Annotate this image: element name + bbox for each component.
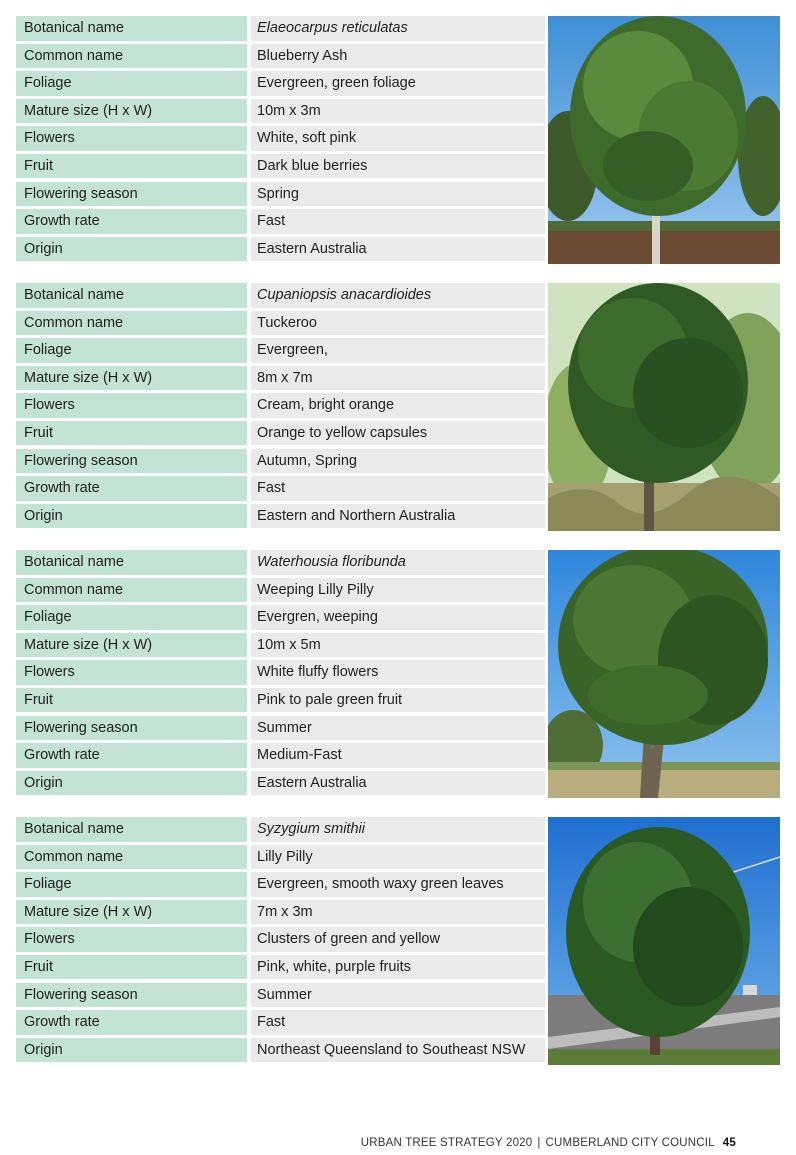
table-row [16, 16, 546, 41]
row-value: Spring [251, 182, 545, 207]
table-row [16, 504, 546, 529]
row-value: Elaeocarpus reticulatas [251, 16, 545, 41]
attribute-table [16, 550, 546, 798]
row-value: White fluffy flowers [251, 660, 545, 685]
row-value: Eastern and Northern Australia [251, 504, 545, 529]
row-label: Flowers [16, 927, 247, 952]
lilly-pilly-tree-photo [548, 817, 780, 1065]
row-label: Flowers [16, 393, 247, 418]
row-label: Flowers [16, 660, 247, 685]
row-label: Flowering season [16, 182, 247, 207]
row-value: Pink to pale green fruit [251, 688, 545, 713]
table-row [16, 476, 546, 501]
row-value: Cream, bright orange [251, 393, 545, 418]
row-label: Botanical name [16, 283, 247, 308]
table-row [16, 771, 546, 796]
table-row [16, 1010, 546, 1035]
row-label: Botanical name [16, 16, 247, 41]
row-value: Tuckeroo [251, 311, 545, 336]
table-row [16, 1038, 546, 1063]
row-value: 10m x 5m [251, 633, 545, 658]
row-label: Fruit [16, 688, 247, 713]
row-label: Fruit [16, 154, 247, 179]
row-label: Fruit [16, 955, 247, 980]
row-value: Lilly Pilly [251, 845, 545, 870]
row-label: Origin [16, 504, 247, 529]
table-row [16, 983, 546, 1008]
table-row [16, 845, 546, 870]
table-row [16, 338, 546, 363]
table-row [16, 71, 546, 96]
attribute-table [16, 16, 546, 264]
row-value: Syzygium smithii [251, 817, 545, 842]
row-value: Fast [251, 1010, 545, 1035]
table-row [16, 817, 546, 842]
row-value: Dark blue berries [251, 154, 545, 179]
attribute-table [16, 283, 546, 531]
row-label: Mature size (H x W) [16, 99, 247, 124]
row-value: Pink, white, purple fruits [251, 955, 545, 980]
table-row [16, 633, 546, 658]
table-row [16, 154, 546, 179]
table-row [16, 237, 546, 262]
table-row [16, 209, 546, 234]
table-row [16, 743, 546, 768]
table-row [16, 900, 546, 925]
tuckeroo-tree-photo [548, 283, 780, 531]
row-label: Foliage [16, 605, 247, 630]
table-row [16, 578, 546, 603]
table-row [16, 44, 546, 69]
row-label: Growth rate [16, 743, 247, 768]
tree-block-2 [16, 283, 780, 531]
table-row [16, 955, 546, 980]
row-value: Eastern Australia [251, 237, 545, 262]
row-label: Flowering season [16, 716, 247, 741]
row-label: Mature size (H x W) [16, 633, 247, 658]
table-row [16, 927, 546, 952]
weeping-lilly-pilly-tree-photo [548, 550, 780, 798]
row-label: Growth rate [16, 209, 247, 234]
page-number: 45 [722, 1137, 736, 1149]
row-label: Common name [16, 44, 247, 69]
tree-block-3 [16, 550, 780, 798]
footer-document-title: URBAN TREE STRATEGY 2020 [360, 1137, 533, 1149]
row-value: 8m x 7m [251, 366, 545, 391]
table-row [16, 182, 546, 207]
footer-organisation: CUMBERLAND CITY COUNCIL [545, 1137, 715, 1149]
row-label: Common name [16, 845, 247, 870]
row-value: Fast [251, 209, 545, 234]
tree-block-1 [16, 16, 780, 264]
row-value: Autumn, Spring [251, 449, 545, 474]
row-label: Growth rate [16, 1010, 247, 1035]
row-label: Mature size (H x W) [16, 366, 247, 391]
table-row [16, 660, 546, 685]
table-row [16, 550, 546, 575]
row-value: 7m x 3m [251, 900, 545, 925]
row-label: Botanical name [16, 817, 247, 842]
row-label: Flowers [16, 126, 247, 151]
row-value: Northeast Queensland to Southeast NSW [251, 1038, 545, 1063]
table-row [16, 126, 546, 151]
row-label: Origin [16, 771, 247, 796]
row-value: Summer [251, 983, 545, 1008]
row-label: Growth rate [16, 476, 247, 501]
row-label: Origin [16, 1038, 247, 1063]
attribute-table [16, 817, 546, 1065]
table-row [16, 716, 546, 741]
table-row [16, 366, 546, 391]
row-label: Common name [16, 311, 247, 336]
row-label: Fruit [16, 421, 247, 446]
row-label: Foliage [16, 338, 247, 363]
row-label: Origin [16, 237, 247, 262]
row-value: 10m x 3m [251, 99, 545, 124]
row-value: Fast [251, 476, 545, 501]
row-value: White, soft pink [251, 126, 545, 151]
row-label: Flowering season [16, 449, 247, 474]
row-label: Foliage [16, 872, 247, 897]
row-label: Botanical name [16, 550, 247, 575]
row-value: Blueberry Ash [251, 44, 545, 69]
row-value: Waterhousia floribunda [251, 550, 545, 575]
row-label: Common name [16, 578, 247, 603]
row-value: Evergreen, [251, 338, 545, 363]
row-value: Eastern Australia [251, 771, 545, 796]
row-label: Mature size (H x W) [16, 900, 247, 925]
page-footer [361, 1137, 736, 1149]
row-value: Cupaniopsis anacardioides [251, 283, 545, 308]
row-value: Orange to yellow capsules [251, 421, 545, 446]
table-row [16, 605, 546, 630]
row-value: Evergreen, green foliage [251, 71, 545, 96]
row-value: Clusters of green and yellow [251, 927, 545, 952]
table-row [16, 872, 546, 897]
table-row [16, 283, 546, 308]
row-label: Flowering season [16, 983, 247, 1008]
tree-block-4 [16, 817, 780, 1065]
blueberry-ash-tree-photo [548, 16, 780, 264]
table-row [16, 393, 546, 418]
row-value: Weeping Lilly Pilly [251, 578, 545, 603]
row-value: Evergren, weeping [251, 605, 545, 630]
table-row [16, 421, 546, 446]
table-row [16, 449, 546, 474]
row-label: Foliage [16, 71, 247, 96]
table-row [16, 688, 546, 713]
row-value: Evergreen, smooth waxy green leaves [251, 872, 545, 897]
table-row [16, 311, 546, 336]
row-value: Medium-Fast [251, 743, 545, 768]
table-row [16, 99, 546, 124]
row-value: Summer [251, 716, 545, 741]
footer-separator: | [537, 1137, 541, 1149]
